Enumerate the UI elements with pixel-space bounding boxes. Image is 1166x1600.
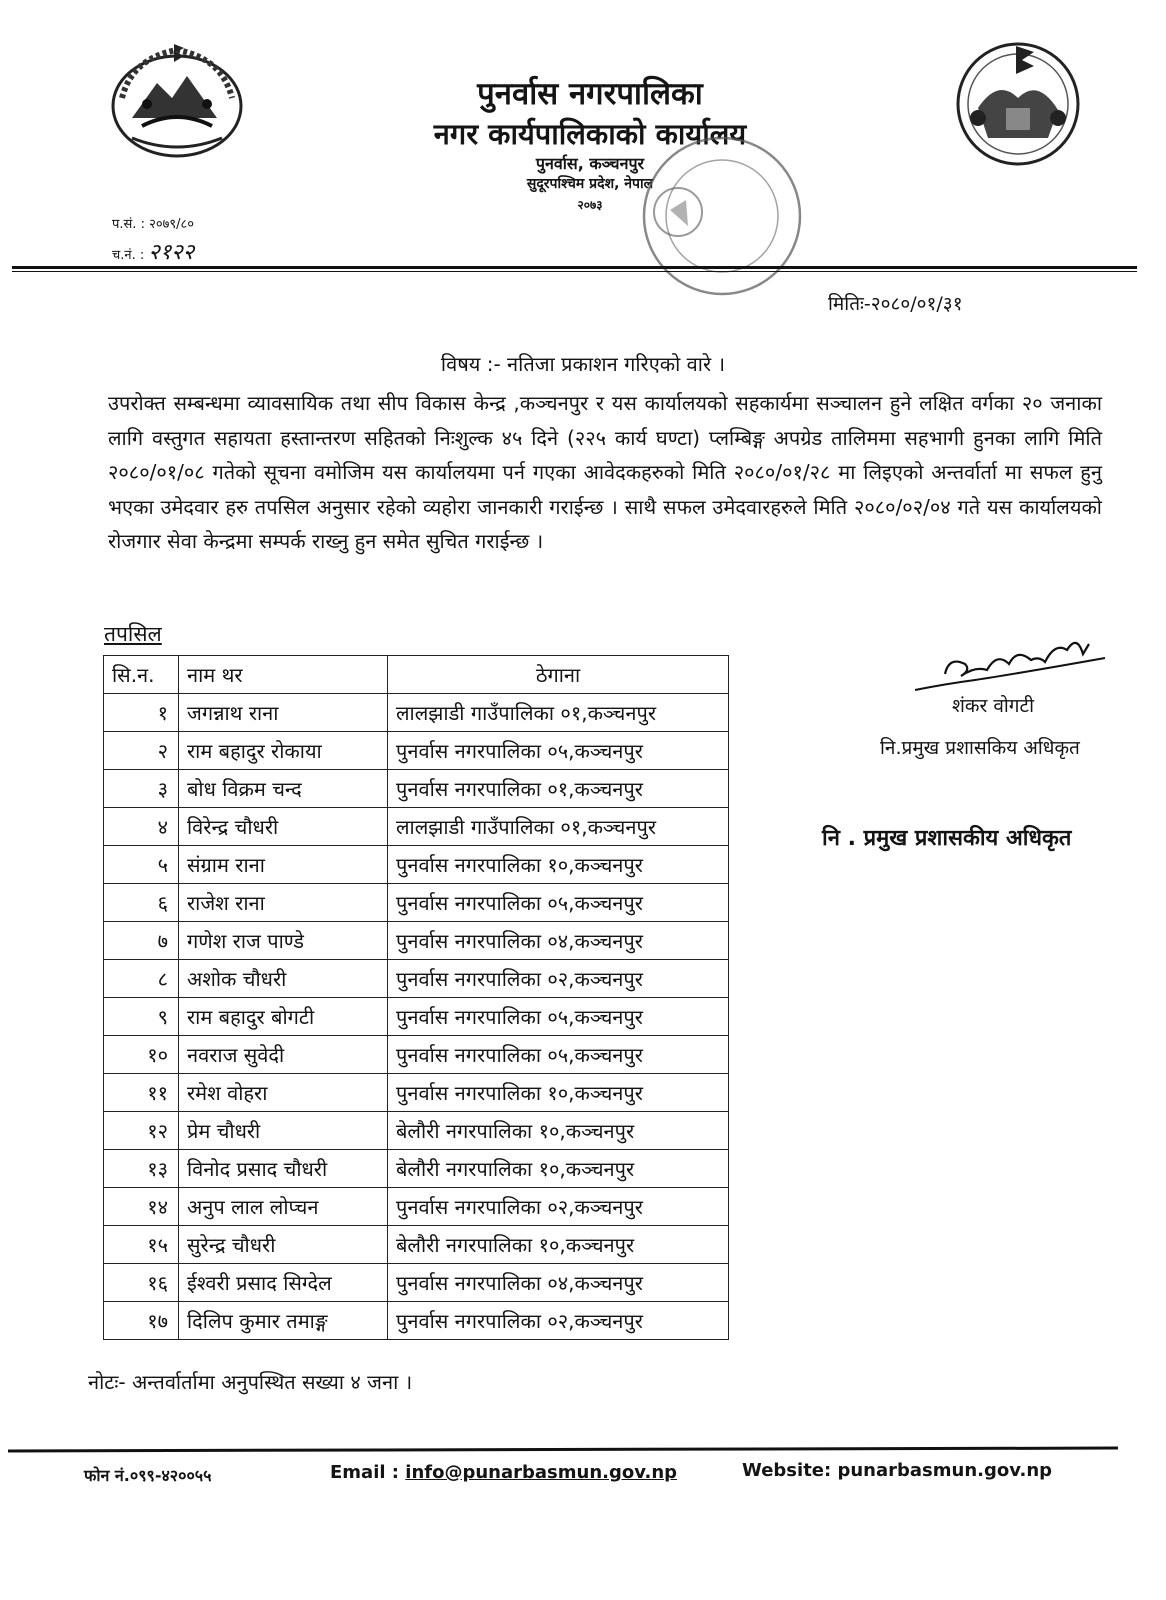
signature-icon <box>905 630 1115 700</box>
cell-name: प्रेम चौधरी <box>179 1112 388 1150</box>
table-row <box>104 1188 729 1226</box>
footer-phone: फोन नं.०९९-४२००५५ <box>84 1466 212 1485</box>
footer-email <box>330 1462 677 1483</box>
cell-address: पुनर्वास नगरपालिका ०२,कञ्चनपुर <box>388 1302 729 1340</box>
table-row <box>104 1112 729 1150</box>
cell-address: पुनर्वास नगरपालिका ०४,कञ्चनपुर <box>388 922 729 960</box>
cell-serial: ११ <box>104 1074 179 1112</box>
table-row <box>104 846 729 884</box>
table-row <box>104 694 729 732</box>
cell-serial: १ <box>104 694 179 732</box>
cell-serial: १० <box>104 1036 179 1074</box>
table-header-row <box>104 656 729 694</box>
cell-name: राजेश राना <box>179 884 388 922</box>
signatory-role: नि.प्रमुख प्रशासकिय अधिकृत <box>880 737 1080 759</box>
cell-name: विनोद प्रसाद चौधरी <box>179 1150 388 1188</box>
cell-name: विरेन्द्र चौधरी <box>179 808 388 846</box>
signatory-name: शंकर वोगटी <box>952 695 1035 717</box>
cell-serial: १४ <box>104 1188 179 1226</box>
cell-name: दिलिप कुमार तमाङ्ग <box>179 1302 388 1340</box>
cell-serial: १५ <box>104 1226 179 1264</box>
letter-subject: विषय :- नतिजा प्रकाशन गरिएको वारे । <box>440 352 726 376</box>
cell-address: बेलौरी नगरपालिका १०,कञ्चनपुर <box>388 1226 729 1264</box>
cell-name: गणेश राज पाण्डे <box>179 922 388 960</box>
footer-rule <box>8 1447 1118 1453</box>
cell-serial: ६ <box>104 884 179 922</box>
cell-name: राम बहादुर रोकाया <box>179 732 388 770</box>
header-name: नाम थर <box>179 656 388 694</box>
table-row <box>104 1226 729 1264</box>
cell-name: रमेश वोहरा <box>179 1074 388 1112</box>
cell-serial: २ <box>104 732 179 770</box>
cell-serial: १६ <box>104 1264 179 1302</box>
ref-cn-label: च.नं. : <box>112 248 145 263</box>
cell-name: जगन्नाथ राना <box>179 694 388 732</box>
cell-address: पुनर्वास नगरपालिका ०५,कञ्चनपुर <box>388 1036 729 1074</box>
cell-name: राम बहादुर बोगटी <box>179 998 388 1036</box>
cell-serial: ९ <box>104 998 179 1036</box>
ref-ps-label: प.सं. : <box>112 217 145 232</box>
table-row <box>104 1150 729 1188</box>
letter-body: उपरोक्त सम्बन्धमा व्यावसायिक तथा सीप विकास केन्द्र ,कञ्चनपुर र यस कार्यालयको सहकार्यमा सञ्चालन हुने लक्षित वर्गका २० जनाका लागि वस्तुगत सहायता हस्तान्तरण सहितको निःशुल्क ४५ दिने (२२५ कार्य घण्टा) प्लम्बिङ्ग अपग्रेड तालिममा सहभागी हुनका लागि मिति २०८०/०१/०८ गतेको सूचना वमोजिम यस कार्यालयमा पर्न गएका आवेदकहरुको मिति २०८०/०१/२८ मा लिइएको अन्तर्वार्ता मा सफल हुनु भएका उमेदवार हरु तपसिल अनुसार रहेको व्यहोरा जानकारी गराईन्छ । साथै सफल उमेदवारहरुले मिति २०८०/०२/०४ गते यस कार्यालयको रोजगार सेवा केन्द्रमा सम्पर्क राख्नु हुन समेत सुचित गराईन्छ । <box>108 391 1102 553</box>
header-rule-thin <box>12 271 1137 272</box>
ref-ps-value: २०७९/८० <box>149 217 195 232</box>
designation-stamp: नि . प्रमुख प्रशासकीय अधिकृत <box>822 826 1072 851</box>
cell-serial: ७ <box>104 922 179 960</box>
absence-note: नोटः- अन्तर्वार्तामा अनुपस्थित सख्या ४ जना । <box>88 1370 413 1394</box>
table-row <box>104 1302 729 1340</box>
cell-address: पुनर्वास नगरपालिका ०१,कञ्चनपुर <box>388 770 729 808</box>
cell-address: पुनर्वास नगरपालिका १०,कञ्चनपुर <box>388 846 729 884</box>
cell-name: अशोक चौधरी <box>179 960 388 998</box>
tapsil-heading: तपसिल <box>104 622 162 646</box>
candidate-table <box>103 655 729 1340</box>
header-rule <box>12 266 1137 269</box>
cell-address: पुनर्वास नगरपालिका ०२,कञ्चनपुर <box>388 960 729 998</box>
table-row <box>104 922 729 960</box>
cell-name: संग्राम राना <box>179 846 388 884</box>
cell-address: पुनर्वास नगरपालिका ०४,कञ्चनपुर <box>388 1264 729 1302</box>
cell-address: पुनर्वास नगरपालिका ०५,कञ्चनपुर <box>388 732 729 770</box>
cell-address: बेलौरी नगरपालिका १०,कञ्चनपुर <box>388 1150 729 1188</box>
office-title-line-2: नगर कार्यपालिकाको कार्यालय <box>433 117 747 151</box>
cell-serial: १२ <box>104 1112 179 1150</box>
cell-name: बोध विक्रम चन्द <box>179 770 388 808</box>
table-row <box>104 1264 729 1302</box>
header-serial: सि.न. <box>104 656 179 694</box>
cell-serial: ५ <box>104 846 179 884</box>
footer-website[interactable]: Website: punarbasmun.gov.np <box>742 1460 1053 1481</box>
cell-address: पुनर्वास नगरपालिका ०५,कञ्चनपुर <box>388 998 729 1036</box>
cell-serial: ३ <box>104 770 179 808</box>
cell-serial: ८ <box>104 960 179 998</box>
ref-cn-value: २१२२ <box>148 240 195 265</box>
cell-address: पुनर्वास नगरपालिका ०५,कञ्चनपुर <box>388 884 729 922</box>
nepal-government-emblem-icon <box>102 38 252 160</box>
office-established-year: २०७३ <box>577 198 603 212</box>
office-title-line-1: पुनर्वास नगरपालिका <box>477 76 703 112</box>
ref-ps <box>112 214 194 232</box>
ref-cn <box>112 236 194 266</box>
cell-address: लालझाडी गाउँपालिका ०१,कञ्चनपुर <box>388 694 729 732</box>
office-address-line-2: सुदूरपश्चिम प्रदेश, नेपाल <box>526 176 654 192</box>
cell-address: पुनर्वास नगरपालिका ०२,कञ्चनपुर <box>388 1188 729 1226</box>
cell-address: पुनर्वास नगरपालिका १०,कञ्चनपुर <box>388 1074 729 1112</box>
table-row <box>104 732 729 770</box>
cell-name: नवराज सुवेदी <box>179 1036 388 1074</box>
table-row <box>104 770 729 808</box>
table-row <box>104 960 729 998</box>
table-row <box>104 808 729 846</box>
header-address: ठेगाना <box>388 656 729 694</box>
cell-serial: १७ <box>104 1302 179 1340</box>
cell-serial: ४ <box>104 808 179 846</box>
cell-name: अनुप लाल लोप्चन <box>179 1188 388 1226</box>
office-address-line-1: पुनर्वास, कञ्चनपुर <box>535 154 645 173</box>
table-row <box>104 998 729 1036</box>
cell-serial: १३ <box>104 1150 179 1188</box>
cell-name: सुरेन्द्र चौधरी <box>179 1226 388 1264</box>
letter-date: मितिः-२०८०/०१/३१ <box>828 293 963 315</box>
table-row <box>104 1036 729 1074</box>
office-seal-stamp-icon <box>630 130 810 300</box>
municipality-logo-icon <box>948 38 1088 168</box>
cell-name: ईश्वरी प्रसाद सिग्देल <box>179 1264 388 1302</box>
cell-address: लालझाडी गाउँपालिका ०१,कञ्चनपुर <box>388 808 729 846</box>
footer-email-link[interactable]: info@punarbasmun.gov.np <box>405 1462 678 1483</box>
cell-address: बेलौरी नगरपालिका १०,कञ्चनपुर <box>388 1112 729 1150</box>
table-row <box>104 1074 729 1112</box>
table-row <box>104 884 729 922</box>
footer-email-label: Email : <box>330 1462 400 1483</box>
